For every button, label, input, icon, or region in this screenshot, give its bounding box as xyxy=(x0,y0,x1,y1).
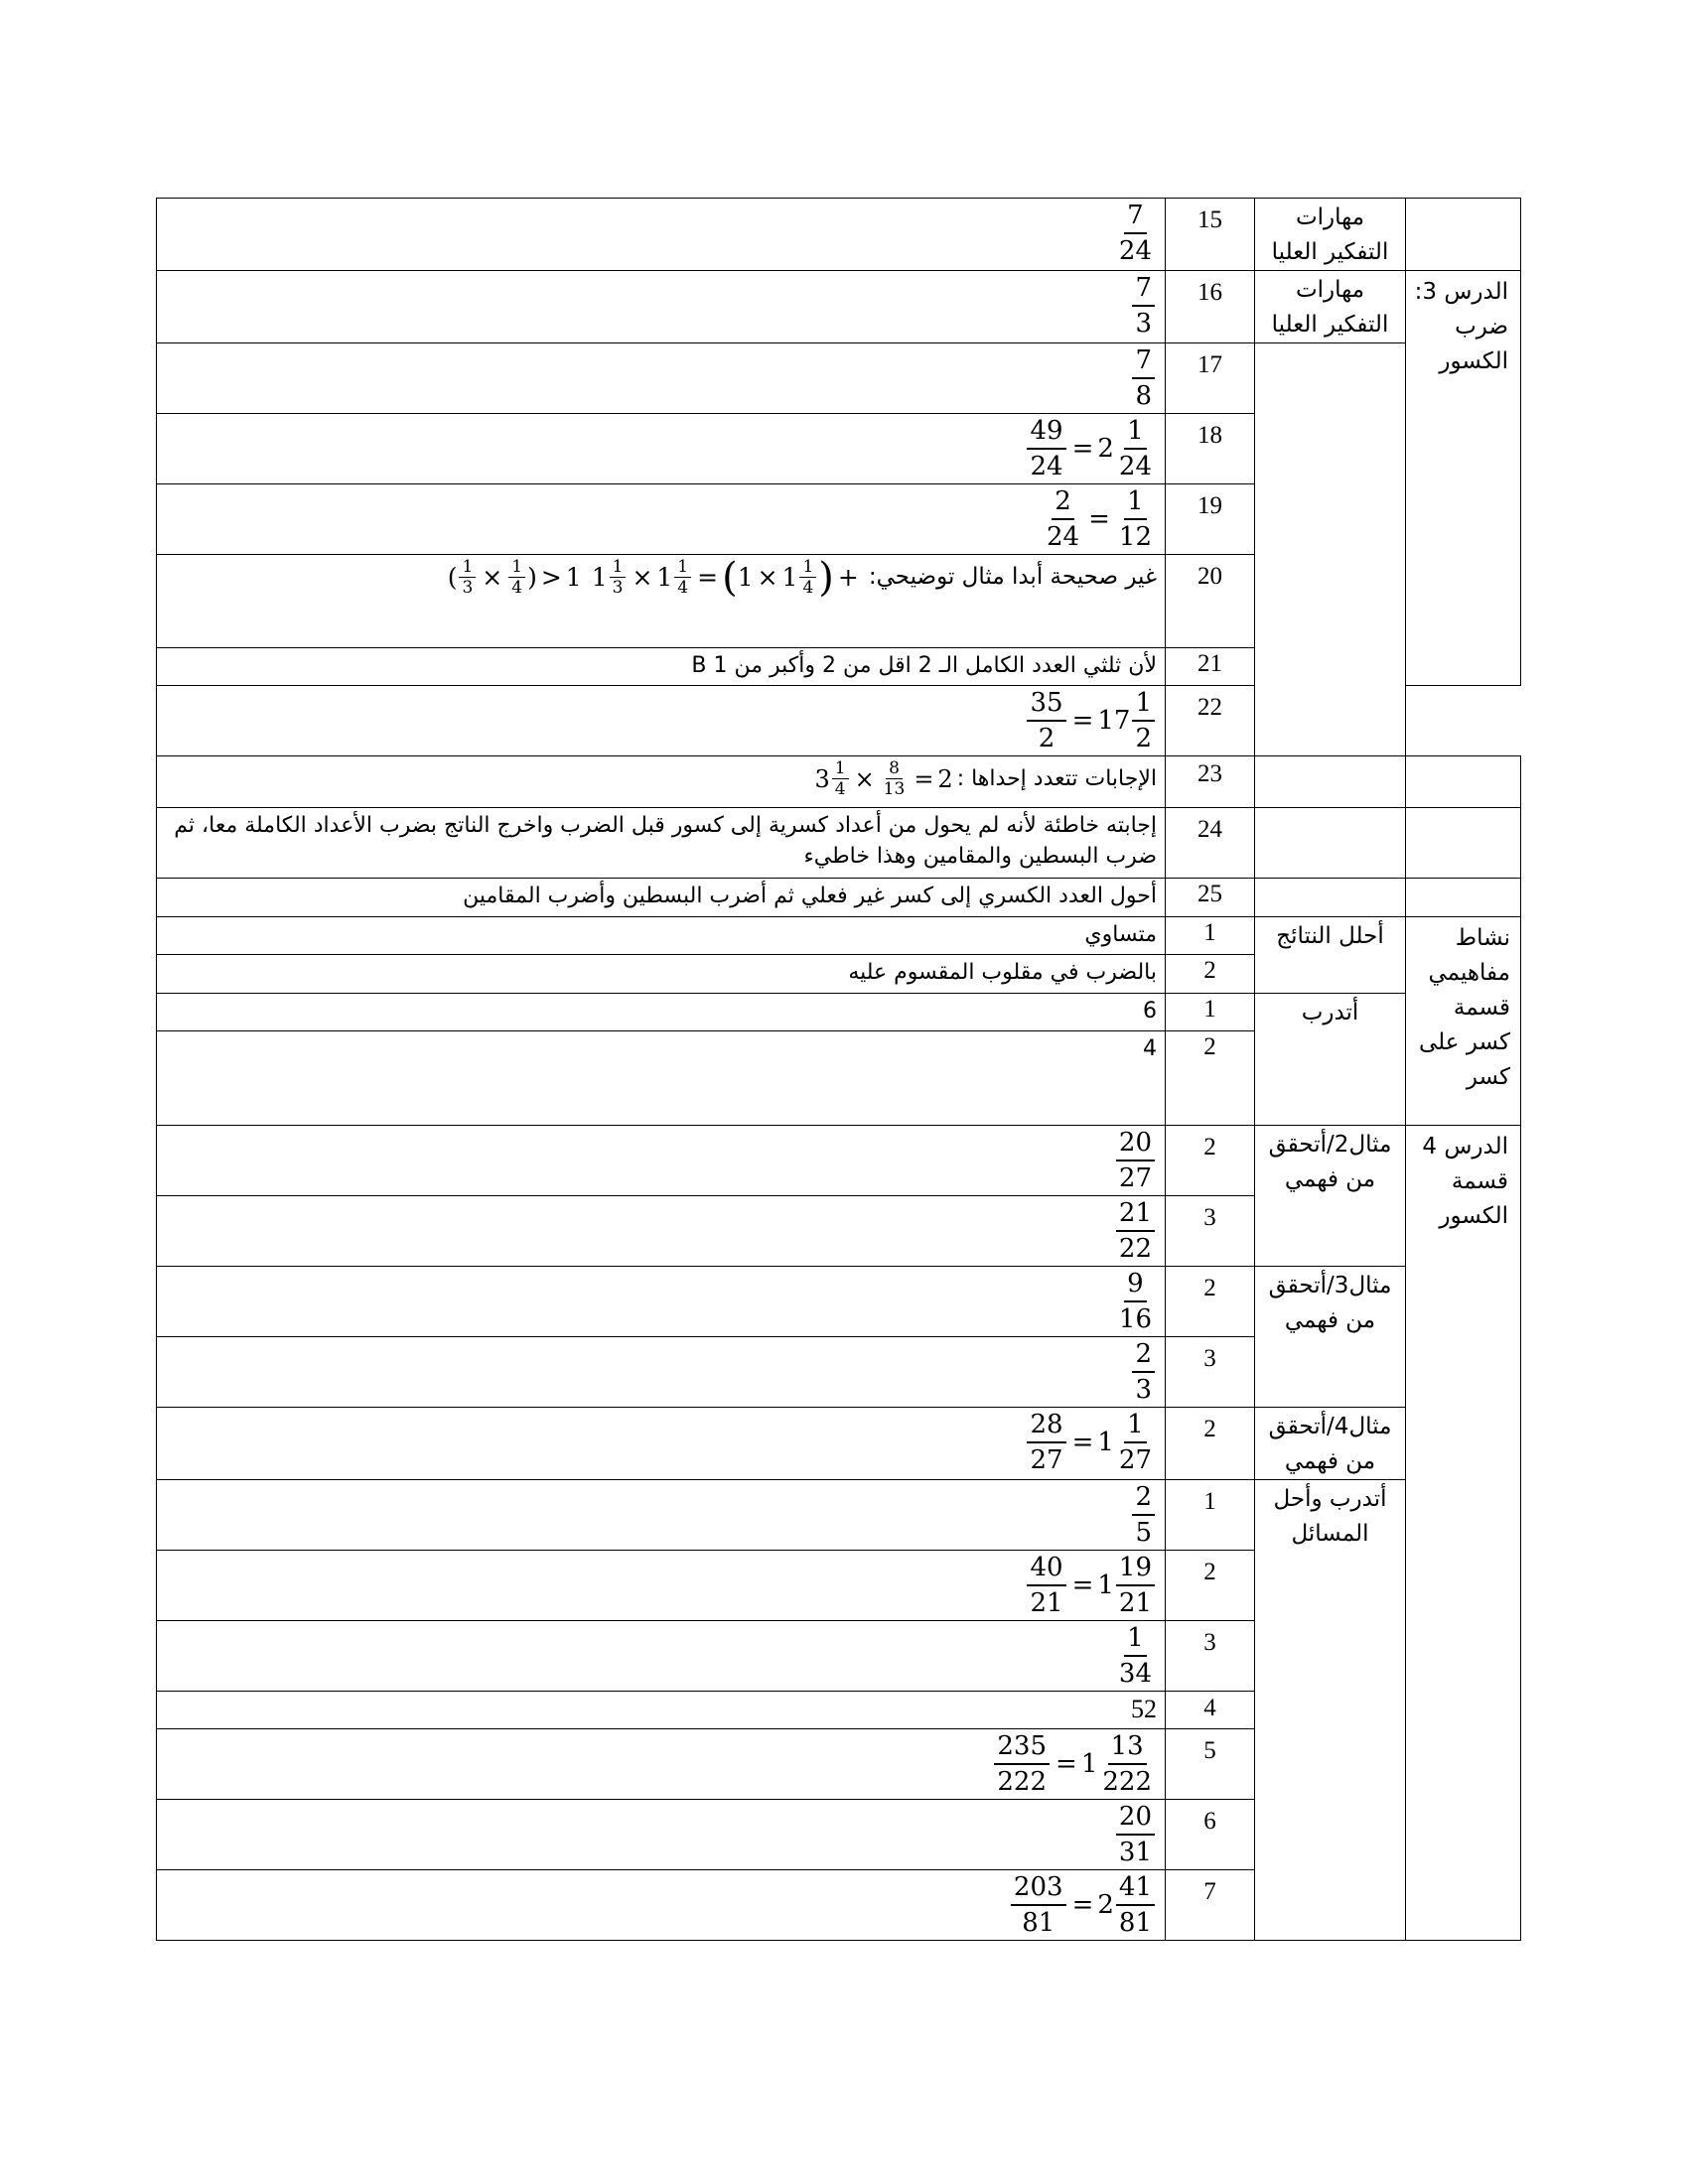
answer-cell xyxy=(157,271,1166,343)
numerator: 7 xyxy=(1132,271,1155,307)
section-label: مثال3/أتحقق من فهمي xyxy=(1255,1267,1406,1408)
section-label: أتدرب وأحل المسائل xyxy=(1255,1480,1406,1941)
question-number: 2 xyxy=(1166,1126,1255,1196)
lesson-label: الدرس 4 قسمة الكسور xyxy=(1406,1126,1521,1941)
table-row xyxy=(157,1267,1521,1337)
whole-number: 1 xyxy=(1080,1749,1098,1779)
answer-cell xyxy=(157,555,1166,648)
fraction: $\frac{1}{27}$ xyxy=(1118,1410,1152,1475)
question-number: 2 xyxy=(1166,1267,1255,1337)
section-label: مهارات التفكير العليا xyxy=(1255,199,1406,271)
fraction: $\frac{1}{12}$ xyxy=(1118,486,1152,552)
question-number: 24 xyxy=(1166,808,1255,879)
denominator: 3 xyxy=(1135,309,1152,339)
table-row xyxy=(157,199,1521,271)
fraction: $\frac{21}{22}$ xyxy=(1116,1196,1155,1266)
question-number: 6 xyxy=(1166,1800,1255,1870)
question-number: 21 xyxy=(1166,648,1255,686)
fraction: $\frac{28}{27}$ xyxy=(1027,1408,1065,1477)
answer-text: بالضرب في مقلوب المقسوم عليه xyxy=(157,955,1166,994)
answer-text: الإجابات تتعدد إحداها : xyxy=(956,766,1157,791)
numerator: 7 xyxy=(1132,343,1155,379)
section-label: مهارات التفكير العليا xyxy=(1255,271,1406,343)
question-number: 3 xyxy=(1166,1196,1255,1267)
table-row xyxy=(157,756,1521,808)
lesson-label: نشاط مفاهيمي قسمة كسر على كسر xyxy=(1406,917,1521,1126)
section-label: أحلل النتائج xyxy=(1255,917,1406,994)
question-number: 23 xyxy=(1166,756,1255,808)
equals-sign: = xyxy=(1071,1890,1094,1920)
question-number: 5 xyxy=(1166,1729,1255,1800)
question-number: 1 xyxy=(1166,1480,1255,1551)
fraction: $\frac{235}{222}$ xyxy=(994,1729,1050,1799)
lesson-cell-empty xyxy=(1406,199,1521,271)
answer-cell xyxy=(157,1196,1166,1267)
lesson-cell-empty xyxy=(1406,756,1521,808)
section-cell-empty xyxy=(1255,808,1406,879)
fraction xyxy=(1132,343,1155,413)
fraction: $\frac{2}{24}$ xyxy=(1047,486,1080,552)
answer-cell xyxy=(157,199,1166,271)
table-row xyxy=(157,343,1521,414)
answer-text: غير صحيحة أبدا مثال توضيحي: xyxy=(868,564,1157,590)
denominator: 8 xyxy=(1135,381,1152,411)
equals-sign: = xyxy=(1088,504,1110,534)
answer-cell xyxy=(157,343,1166,414)
section-cell-empty xyxy=(1255,879,1406,917)
table-row xyxy=(157,1480,1521,1551)
question-number: 3 xyxy=(1166,1621,1255,1692)
fraction: $\frac{2}{5}$ xyxy=(1132,1480,1155,1550)
question-number: 2 xyxy=(1166,1408,1255,1480)
question-number: 1 xyxy=(1166,917,1255,955)
fraction xyxy=(1116,199,1155,268)
section-label: أتدرب xyxy=(1255,994,1406,1126)
answer-cell xyxy=(157,1621,1166,1692)
lesson-cell-empty xyxy=(1406,808,1521,879)
question-number: 20 xyxy=(1166,555,1255,648)
question-number: 19 xyxy=(1166,484,1255,555)
fraction: $\frac{203}{81}$ xyxy=(1011,1870,1066,1940)
section-cell-empty xyxy=(1255,756,1406,808)
answer-cell xyxy=(157,1408,1166,1480)
table-row xyxy=(157,917,1521,955)
whole-number: 2 xyxy=(1097,434,1114,464)
fraction: $\frac{19}{21}$ xyxy=(1116,1551,1155,1620)
fraction: $\frac{9}{16}$ xyxy=(1118,1269,1152,1334)
math-expression: ( $\frac{1}{3}$ × $\frac{1}{4}$ ) > 1 1 $\frac{1}{3}$ × 1 $\frac{1}{4}$ = ( 1 × 1 $\frac{1}{4}$ ) + xyxy=(447,554,859,601)
answer-text: لأن ثلثي العدد الكامل الـ 2 اقل من 2 وأكبر من 1 B xyxy=(691,653,1157,678)
question-number: 18 xyxy=(1166,414,1255,484)
answer-text: 6 xyxy=(157,994,1166,1031)
answer-cell xyxy=(157,1729,1166,1800)
answer-text: أحول العدد الكسري إلى كسر غير فعلي ثم أضرب البسطين وأضرب المقامين xyxy=(157,879,1166,917)
answer-cell xyxy=(157,1870,1166,1941)
whole-number: 17 xyxy=(1097,706,1131,736)
whole-number: 1 xyxy=(1097,1428,1114,1457)
question-number: 17 xyxy=(1166,343,1255,414)
whole-number: 2 xyxy=(1097,1890,1114,1920)
section-label: مثال4/أتحقق من فهمي xyxy=(1255,1408,1406,1480)
fraction: $\frac{20}{31}$ xyxy=(1116,1800,1155,1869)
lesson-cell-empty xyxy=(1406,879,1521,917)
fraction: $\frac{40}{21}$ xyxy=(1027,1551,1065,1620)
table-row xyxy=(157,994,1521,1031)
answer-cell xyxy=(157,1480,1166,1551)
answer-cell xyxy=(157,1126,1166,1196)
question-number: 3 xyxy=(1166,1337,1255,1408)
equals-sign: = xyxy=(1071,1570,1094,1600)
whole-number: 1 xyxy=(1097,1570,1114,1600)
numerator: 7 xyxy=(1124,199,1147,234)
question-number: 1 xyxy=(1166,994,1255,1031)
answer-text: 4 xyxy=(157,1031,1166,1126)
question-number: 4 xyxy=(1166,1692,1255,1729)
table-row xyxy=(157,271,1521,343)
fraction: $\frac{2}{3}$ xyxy=(1132,1337,1155,1407)
fraction: $\frac{1}{24}$ xyxy=(1118,416,1152,481)
fraction: $\frac{35}{2}$ xyxy=(1027,686,1065,755)
fraction: $\frac{49}{24}$ xyxy=(1027,414,1065,483)
answer-cell xyxy=(157,414,1166,484)
equals-sign: = xyxy=(1071,706,1094,736)
fraction: $\frac{13}{222}$ xyxy=(1102,1731,1152,1797)
answer-cell xyxy=(157,686,1166,756)
section-cell-empty xyxy=(1255,343,1406,756)
fraction: $\frac{41}{81}$ xyxy=(1116,1870,1155,1940)
table-row xyxy=(157,1408,1521,1480)
answer-text: متساوي xyxy=(157,917,1166,955)
equals-sign: = xyxy=(1055,1749,1077,1779)
answer-value: 52 xyxy=(157,1692,1166,1729)
section-label: مثال2/أتحقق من فهمي xyxy=(1255,1126,1406,1267)
equals-sign: = xyxy=(1071,1428,1094,1457)
answer-text: إجابته خاطئة لأنه لم يحول من أعداد كسرية إلى كسور قبل الضرب واخرج الناتج بضرب الأعداد الكاملة معا، ثم ضرب البسطين والمقامين وهذا خاطيء xyxy=(157,808,1166,879)
question-number: 15 xyxy=(1166,199,1255,271)
lesson-label: الدرس 3: ضرب الكسور xyxy=(1406,271,1521,686)
answer-cell xyxy=(157,1551,1166,1621)
answer-cell xyxy=(157,756,1166,808)
equals-sign: = xyxy=(1071,434,1094,464)
fraction: $\frac{1}{34}$ xyxy=(1118,1623,1152,1689)
answer-cell xyxy=(157,648,1166,686)
answer-cell xyxy=(157,1800,1166,1870)
fraction: $\frac{1}{2}$ xyxy=(1132,686,1155,755)
denominator: 24 xyxy=(1118,236,1152,266)
answer-cell xyxy=(157,1267,1166,1337)
question-number: 2 xyxy=(1166,955,1255,994)
answer-cell xyxy=(157,1337,1166,1408)
question-number: 22 xyxy=(1166,686,1255,756)
question-number: 16 xyxy=(1166,271,1255,343)
table-row xyxy=(157,808,1521,879)
question-number: 25 xyxy=(1166,879,1255,917)
answer-key-table xyxy=(156,198,1521,1941)
question-number: 2 xyxy=(1166,1031,1255,1126)
question-number: 7 xyxy=(1166,1870,1255,1941)
question-number: 2 xyxy=(1166,1551,1255,1621)
fraction xyxy=(1132,271,1155,341)
fraction: $\frac{20}{27}$ xyxy=(1116,1126,1155,1195)
answer-cell xyxy=(157,484,1166,555)
math-expression: 3 $\frac{1}{4}$ × $\frac{8}{13}$ = 2 xyxy=(814,758,953,799)
table-row xyxy=(157,1126,1521,1196)
table-row xyxy=(157,879,1521,917)
